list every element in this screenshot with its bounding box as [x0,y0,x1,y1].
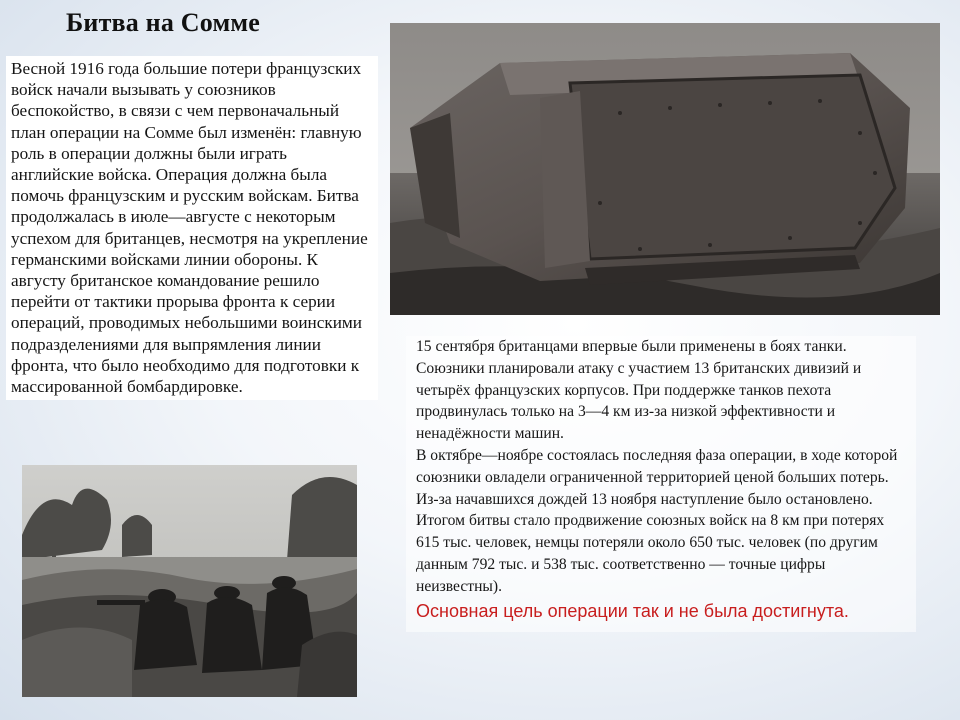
paragraph-tanks: 15 сентября британцами впервые были применены в боях танки. Союзники планировали атаку с участием 13 британских дивизий и четырёх французских корпусов. При поддержке танков пехота продвинулась только на 3—4 км из-за низкой эффективности и ненадёжности машин. [416,338,862,443]
trench-photo [22,465,357,697]
right-text-block [406,336,916,632]
conclusion-note: Основная цель операции так и не была достигнута. [416,600,849,621]
slide-title: Битва на Сомме [66,8,261,37]
tank-photo [390,23,940,315]
left-paragraph: Весной 1916 года большие потери французских войск начали вызывать у союзников беспокойство, в связи с чем первоначальный план операции на Сомме был изменён: главную роль в операции должны были играть английские войска. Операция должна была помочь французским и русским войскам. Битва продолжалась в июле—августе с некоторым успехом для британцев, несмотря на укрепление германскими войсками линии обороны. К августу британское командование решило перейти от тактики прорыва фронта к серии операций, проводимых небольшими воинскими подразделениями для выпрямления линии фронта, что было необходимо для подготовки к массированной бомбардировке. [6,56,378,400]
paragraph-final-phase: В октябре—ноябре состоялась последняя фаза операции, в ходе которой союзники овладели ограниченной территорией ценой больших потерь. Из-за начавшихся дождей 13 ноября наступление было остановлено. [416,446,898,508]
paragraph-outcome: Итогом битвы стало продвижение союзных войск на 8 км при потерях 615 тыс. человек, немцы потеряли около 650 тыс. человек (по другим данным 792 тыс. и 538 тыс. соответственно — точные цифры неизвестны). [416,512,885,595]
